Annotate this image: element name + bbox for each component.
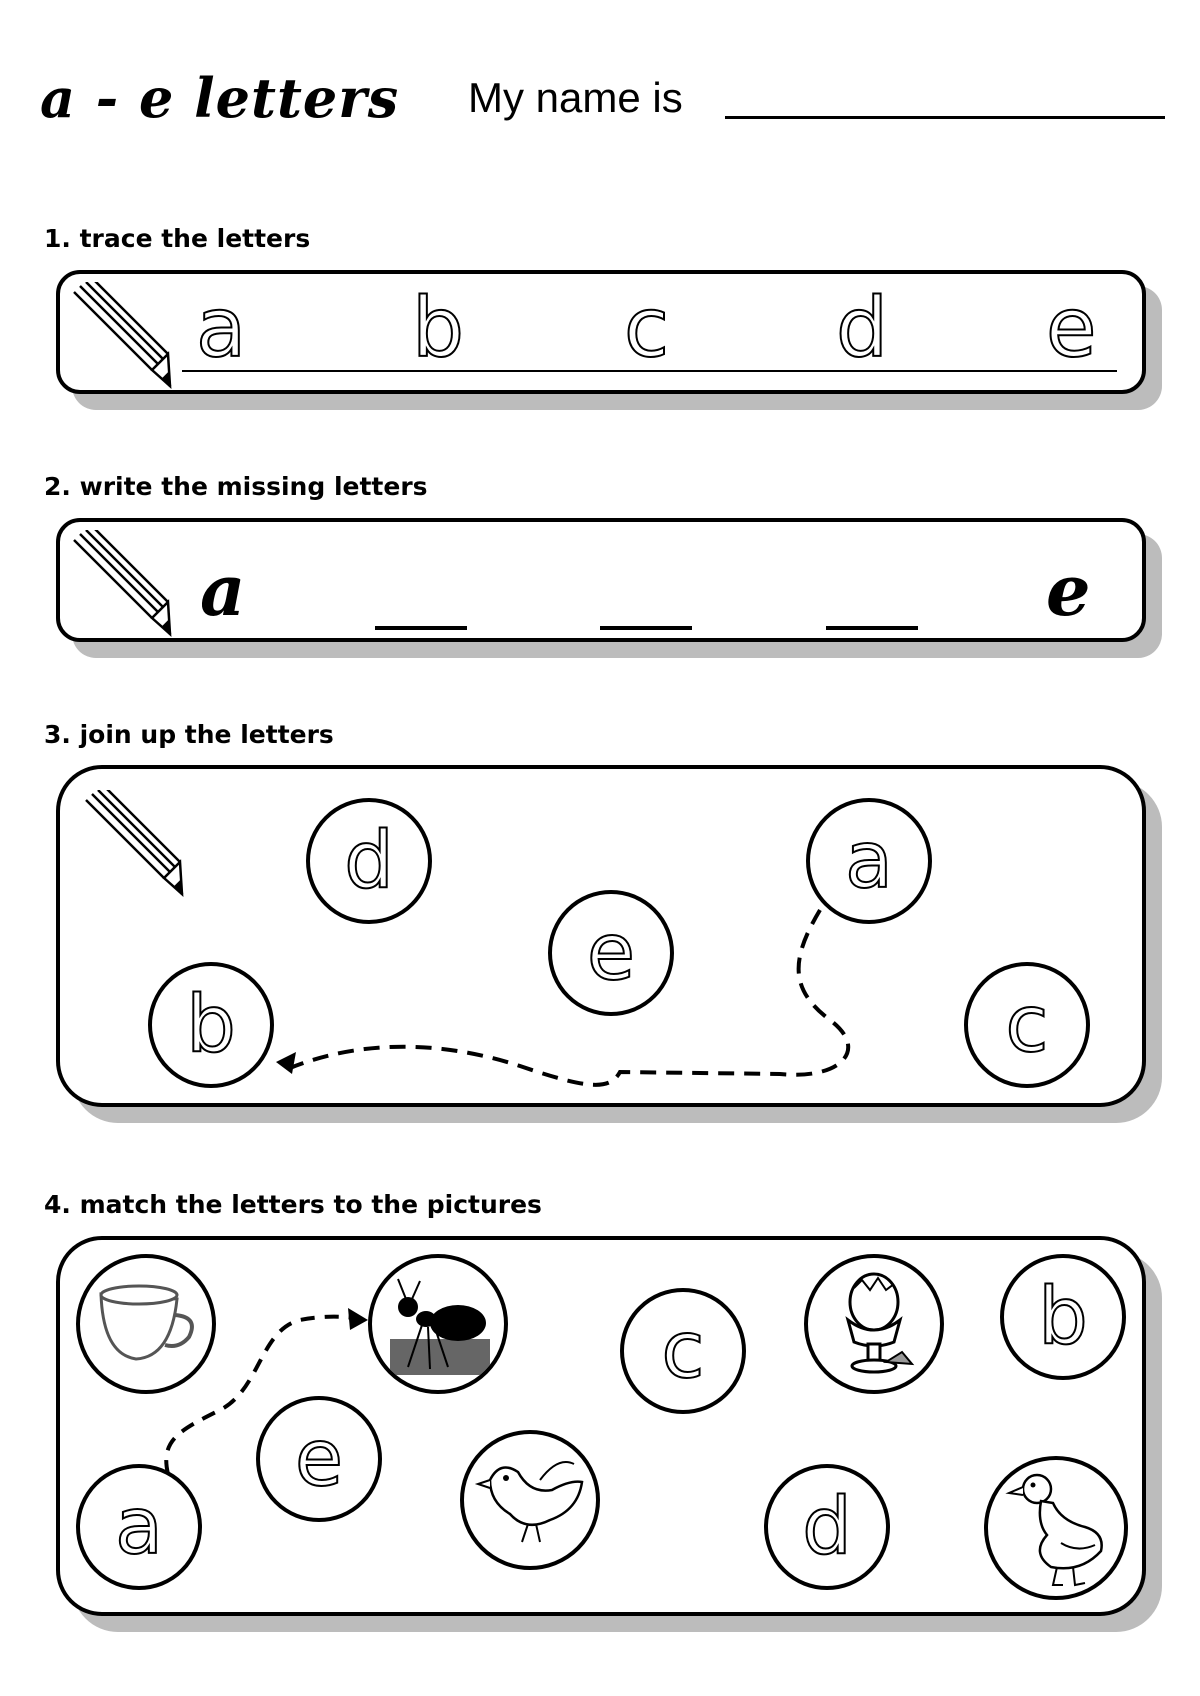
trace-letter-c: c	[624, 281, 670, 376]
worksheet-title: a - e letters	[40, 66, 400, 130]
join-letter-e: e	[587, 908, 635, 998]
match-letter-c: c	[661, 1306, 705, 1396]
match-letter-b: b	[1038, 1272, 1088, 1362]
join-letter-c: c	[1005, 980, 1049, 1070]
section-2-label: 2. write the missing letters	[44, 472, 428, 501]
name-label: My name is	[468, 74, 683, 121]
section-4-label: 4. match the letters to the pictures	[44, 1190, 542, 1219]
trace-letter-d: d	[836, 281, 889, 376]
match-letter-e: e	[295, 1414, 343, 1504]
join-letter-b: b	[186, 980, 236, 1070]
join-letter-d: d	[344, 816, 394, 906]
trace-letter-e: e	[1046, 281, 1097, 376]
trace-letter-b: b	[412, 281, 465, 376]
trace-letter-a: a	[196, 281, 247, 376]
section-1-label: 1. trace the letters	[44, 224, 311, 253]
join-letter-a: a	[845, 816, 893, 906]
section-3-label: 3. join up the letters	[44, 720, 334, 749]
given-letter-a: a	[200, 549, 246, 632]
match-letter-a: a	[115, 1482, 163, 1572]
given-letter-e: e	[1046, 549, 1091, 632]
match-letter-d: d	[802, 1482, 852, 1572]
